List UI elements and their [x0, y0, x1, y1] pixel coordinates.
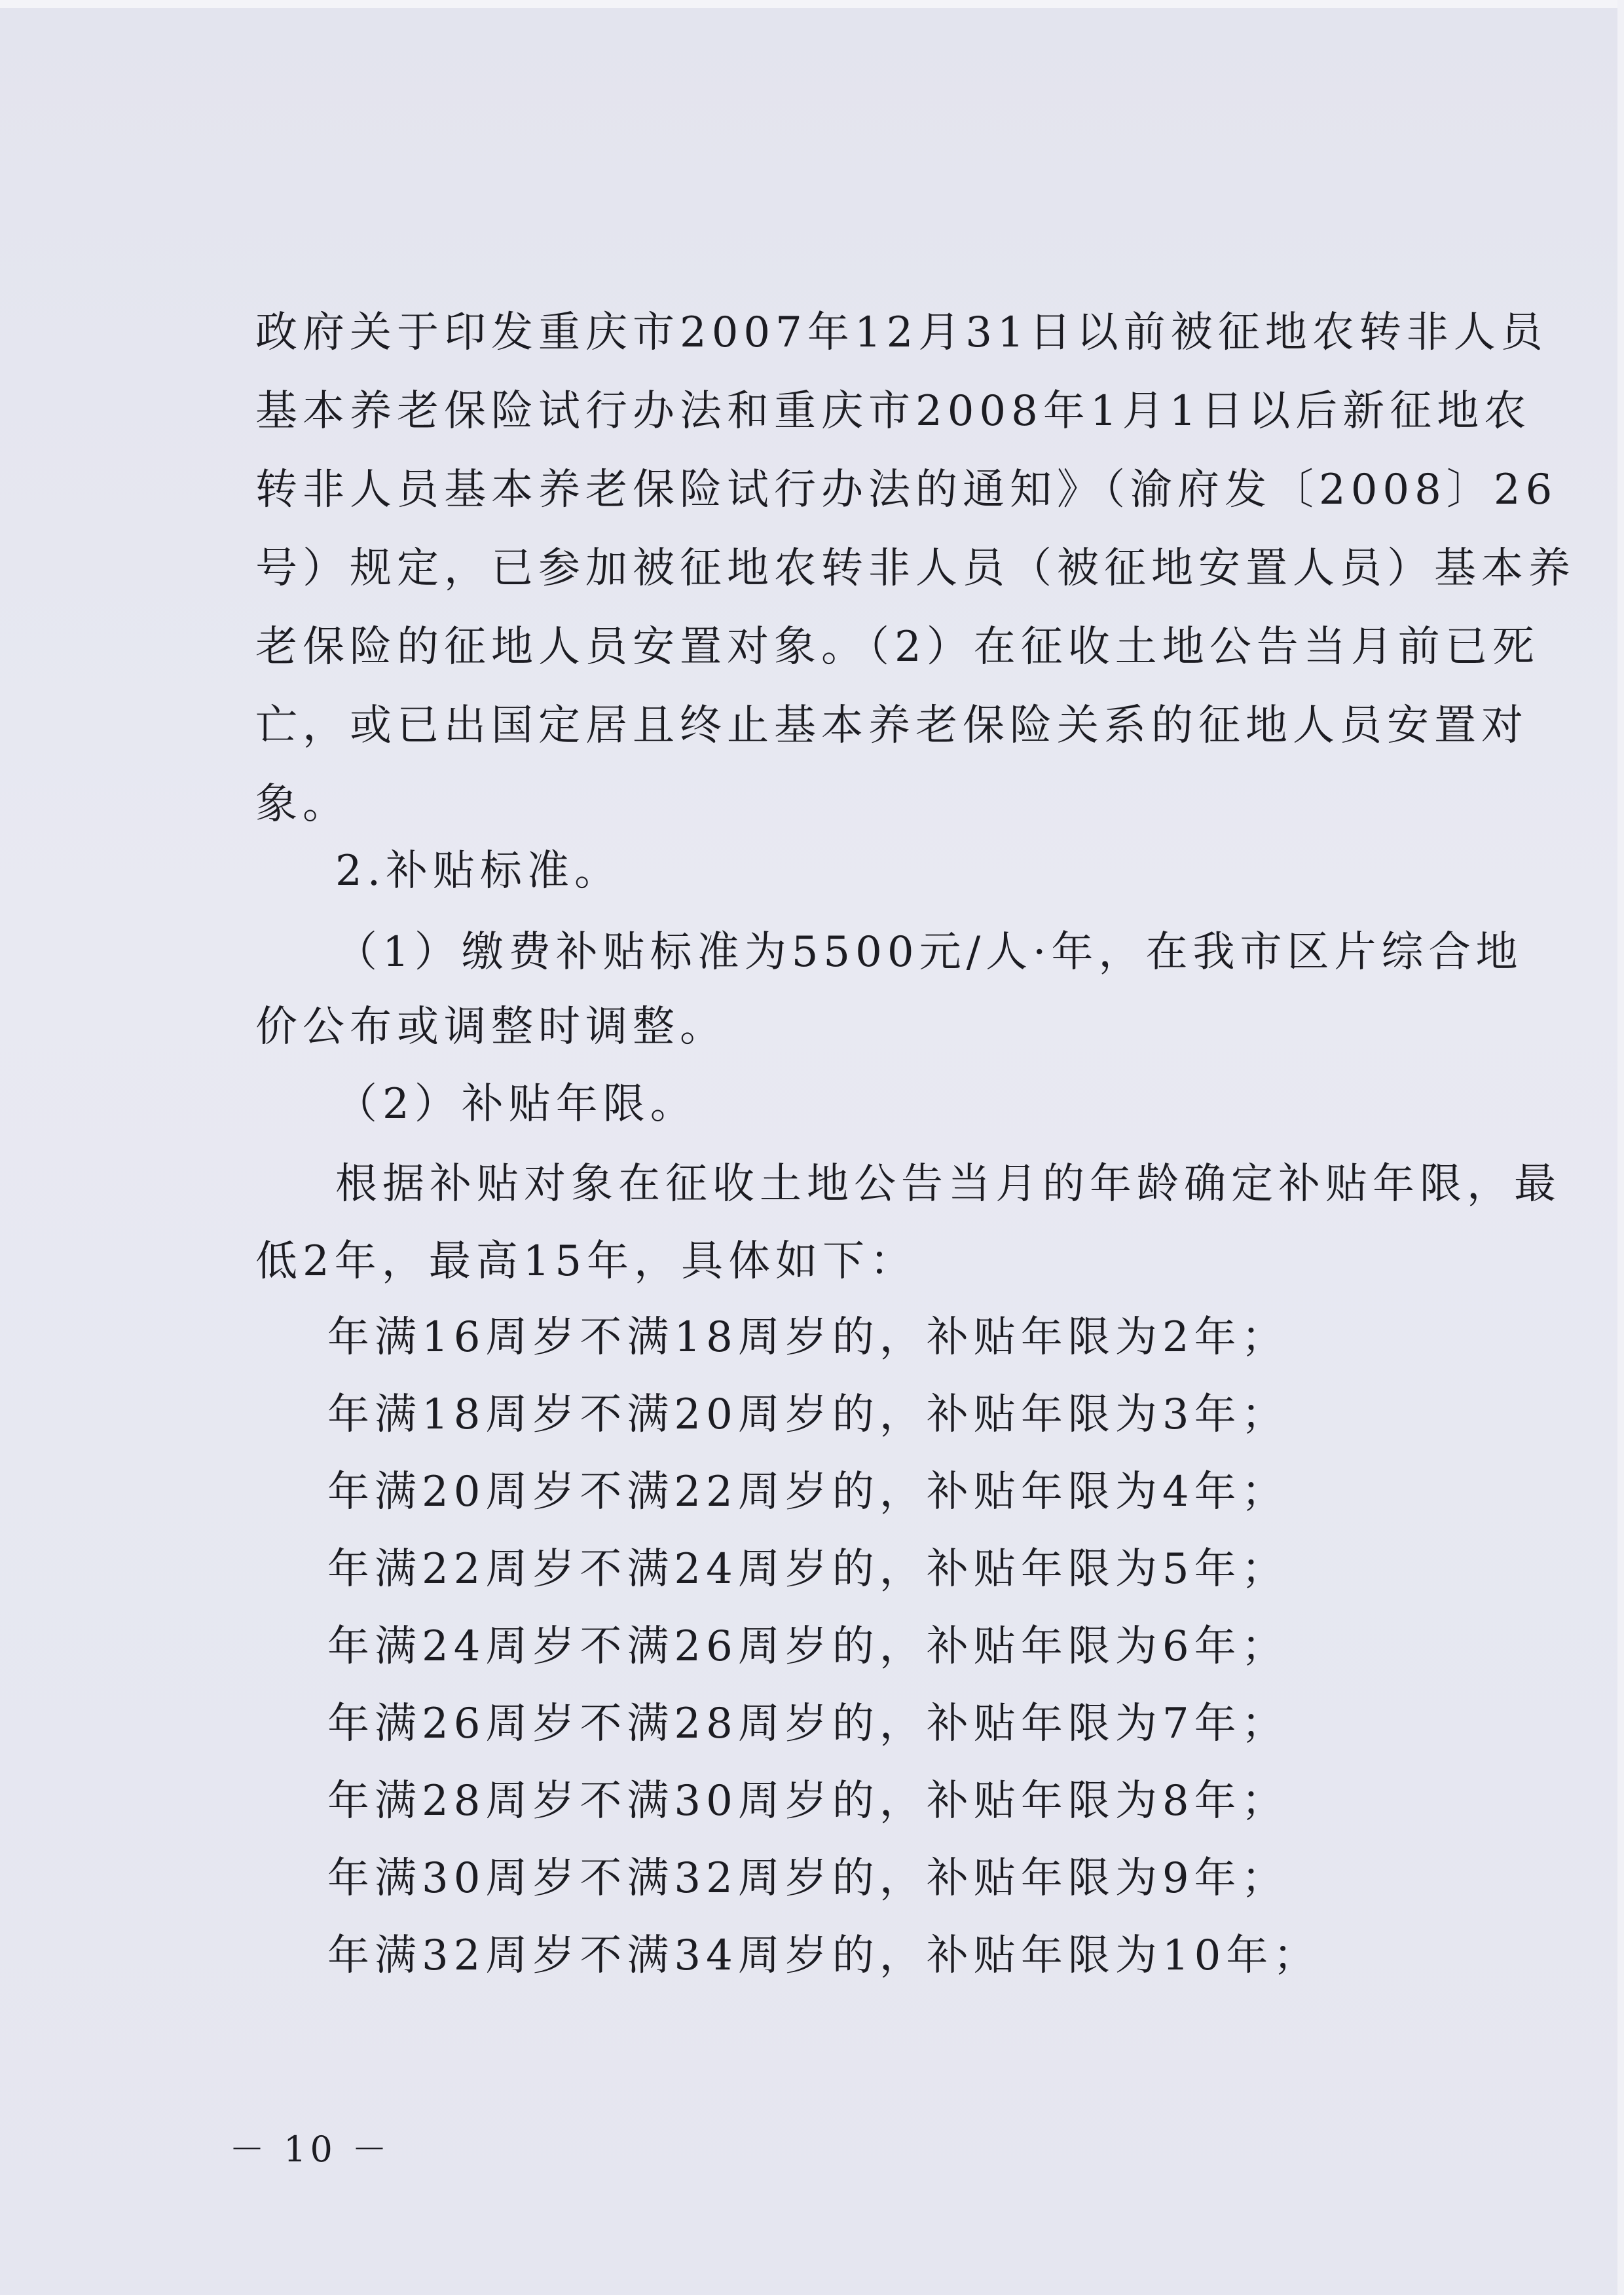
paragraph-continuation-line-1: 政府关于印发重庆市2007年12月31日以前被征地农转非人员	[255, 308, 1548, 357]
paragraph-basis-line-1: 根据补贴对象在征收土地公告当月的年龄确定补贴年限，最	[335, 1160, 1561, 1208]
section-heading-subsidy-standard: 2.补贴标准。	[335, 847, 622, 895]
paragraph-basis-line-2: 低2年，最高15年，具体如下：	[255, 1237, 917, 1286]
age-rule-item: 年满32周岁不满34周岁的，补贴年限为10年；	[327, 1931, 1321, 1980]
age-rule-item: 年满30周岁不满32周岁的，补贴年限为9年；	[327, 1854, 1289, 1903]
scan-border-top	[0, 0, 1624, 8]
paragraph-continuation-line-6: 亡，或已出国定居且终止基本养老保险关系的征地人员安置对	[255, 701, 1528, 750]
paragraph-continuation-line-5: 老保险的征地人员安置对象。（2）在征收土地公告当月前已死	[255, 623, 1540, 671]
age-rule-item: 年满26周岁不满28周岁的，补贴年限为7年；	[327, 1700, 1289, 1748]
page-number: － 10 －	[229, 2129, 392, 2170]
paragraph-continuation-line-2: 基本养老保险试行办法和重庆市2008年1月1日以后新征地农	[255, 387, 1532, 436]
subheading-subsidy-years: （2）补贴年限。	[335, 1080, 697, 1129]
age-rule-item: 年满22周岁不满24周岁的，补贴年限为5年；	[327, 1545, 1289, 1594]
age-rule-item: 年满18周岁不满20周岁的，补贴年限为3年；	[327, 1390, 1289, 1439]
scan-border-right	[1617, 0, 1624, 2295]
paragraph-standard-line-1: （1）缴费补贴标准为5500元/人·年，在我市区片综合地	[335, 928, 1523, 977]
age-rule-item: 年满28周岁不满30周岁的，补贴年限为8年；	[327, 1777, 1289, 1825]
age-rule-item: 年满24周岁不满26周岁的，补贴年限为6年；	[327, 1622, 1289, 1671]
paragraph-continuation-line-3: 转非人员基本养老保险试行办法的通知》（渝府发〔2008〕26	[255, 466, 1558, 514]
age-rule-item: 年满16周岁不满18周岁的，补贴年限为2年；	[327, 1313, 1289, 1362]
paragraph-continuation-line-4: 号）规定，已参加被征地农转非人员（被征地安置人员）基本养	[255, 544, 1576, 593]
paragraph-standard-line-2: 价公布或调整时调整。	[255, 1003, 727, 1051]
paragraph-continuation-line-7: 象。	[255, 780, 350, 829]
age-rule-item: 年满20周岁不满22周岁的，补贴年限为4年；	[327, 1468, 1289, 1516]
